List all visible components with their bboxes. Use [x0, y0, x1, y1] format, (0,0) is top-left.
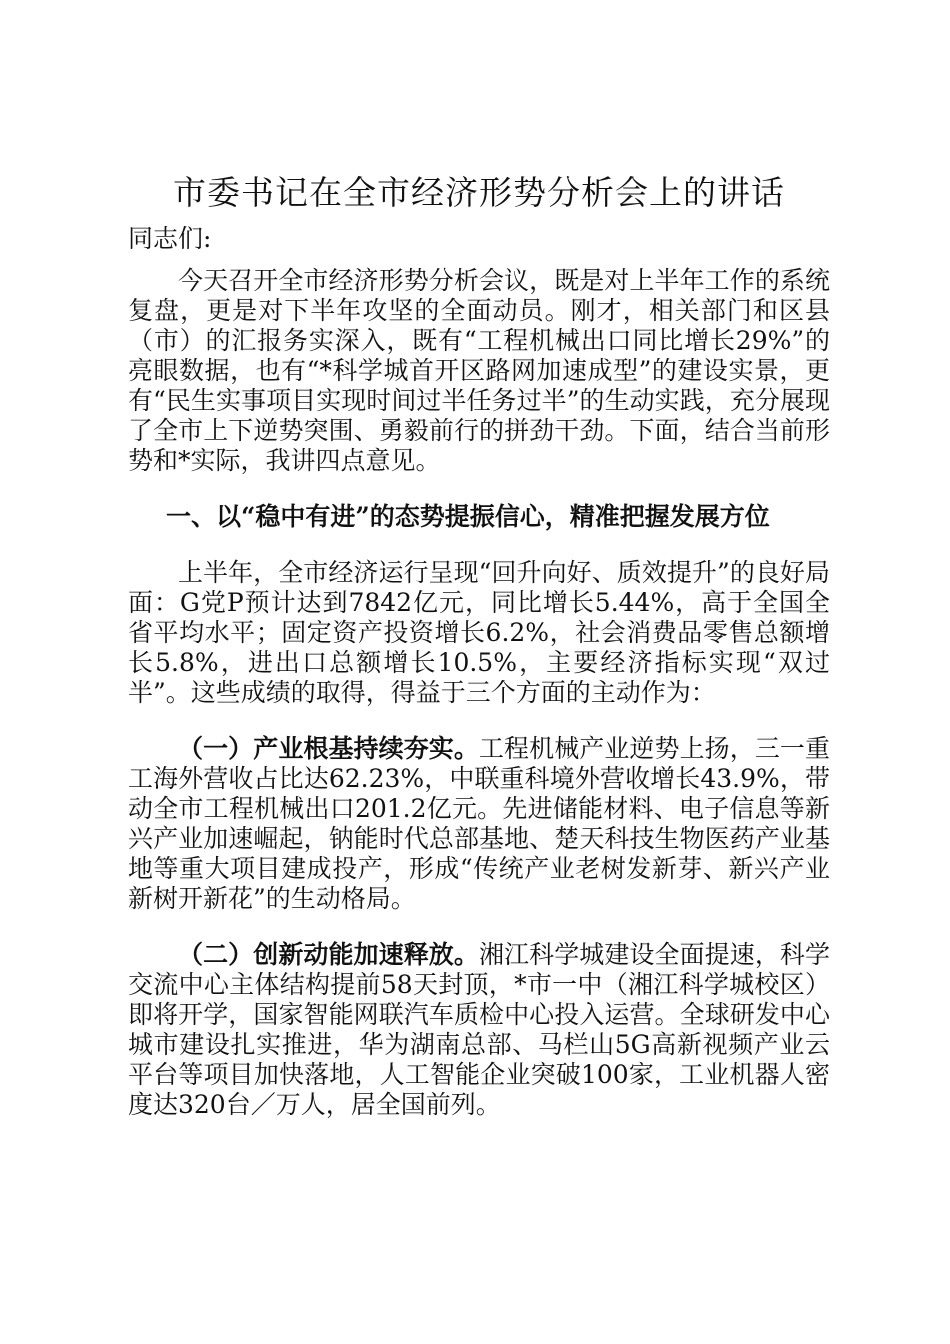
- point1-body: 工程机械产业逆势上扬，三一重工海外营收占比达62.23%，中联重科境外营收增长43.9%，带动全市工程机械出口201.2亿元。先进储能材料、电子信息等新兴产业加速崛起，钠能时代总部基地、楚天科技生物医药产业基地等重大项目建成投产，形成“传统产业老树发新芽、新兴产业新树开新花”的生动格局。: [128, 734, 830, 913]
- section1-paragraph: 上半年，全市经济运行呈现“回升向好、质效提升”的良好局面：G党P预计达到7842亿元，同比增长5.44%，高于全国全省平均水平；固定资产投资增长6.2%，社会消费品零售总额增长5.8%，进出口总额增长10.5%，主要经济指标实现“双过半”。这些成绩的取得，得益于三个方面的主动作为：: [128, 558, 830, 707]
- point1-paragraph: [128, 734, 830, 914]
- point1-lead: （一）产业根基持续夯实。: [178, 734, 479, 763]
- intro-paragraph: 今天召开全市经济形势分析会议，既是对上半年工作的系统复盘，更是对下半年攻坚的全面动员。刚才，相关部门和区县（市）的汇报务实深入，既有“工程机械出口同比增长29%”的亮眼数据，也有“*科学城首开区路网加速成型”的建设实景，更有“民生实事项目实现时间过半任务过半”的生动实践，充分展现了全市上下逆势突围、勇毅前行的拼劲干劲。下面，结合当前形势和*实际，我讲四点意见。: [128, 266, 830, 475]
- point2-paragraph: [128, 940, 830, 1120]
- document-page: [128, 168, 830, 1146]
- salutation: 同志们:: [128, 224, 212, 253]
- point2-body: 湘江科学城建设全面提速，科学交流中心主体结构提前58天封顶，*市一中（湘江科学城校区）即将开学，国家智能网联汽车质检中心投入运营。全球研发中心城市建设扎实推进，华为湖南总部、马栏山5G高新视频产业云平台等项目加快落地，人工智能企业突破100家，工业机器人密度达320台／万人，居全国前列。: [128, 940, 830, 1119]
- point2-lead: （二）创新动能加速释放。: [178, 940, 479, 969]
- document-title: 市委书记在全市经济形势分析会上的讲话: [173, 173, 785, 212]
- section-heading-1: 一、以“稳中有进”的态势提振信心，精准把握发展方位: [166, 502, 770, 531]
